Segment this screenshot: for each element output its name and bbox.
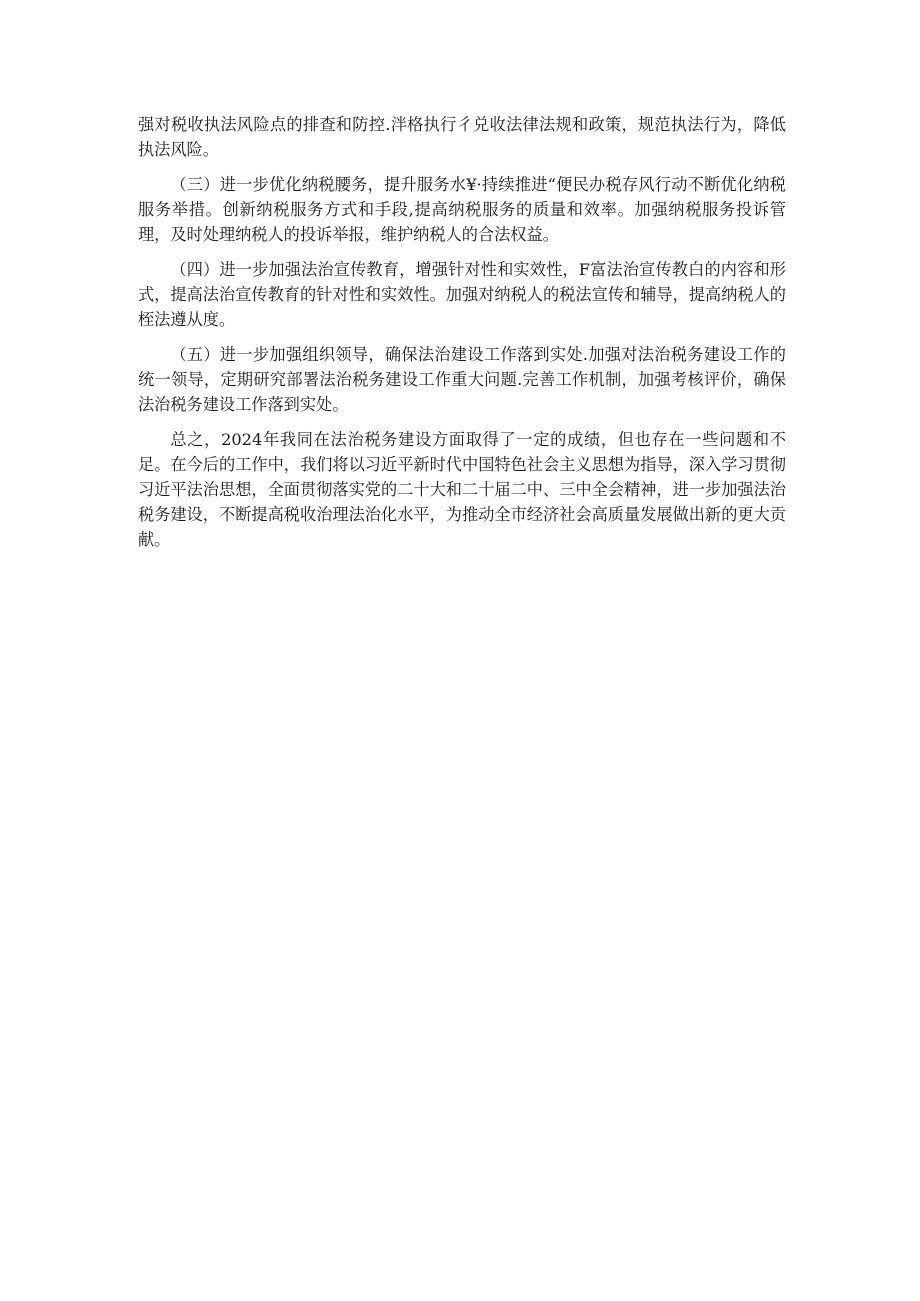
paragraph-conclusion: 总之，2024年我同在法治税务建设方面取得了一定的成绩，但也存在一些问题和不足。在今后的工作中，我们将以习近平新时代中国特色社会主义思想为指导，深入学习贯彻习近平法治思想，全面贯彻落实党的二十大和二十届二中、三中全会精神，进一步加强法治税务建设，不断提高税收治理法治化水平，为推动全市经济社会高质量发展做出新的更大贡献。 xyxy=(138,430,786,549)
paragraph-organization-leadership: （五）进一步加强组织领导，确保法治建设工作落到实处.加强对法治税务建设工作的统一领导，定期研究部署法治税务建设工作重大问题.完善工作机制，加强考核评价，确保法治税务建设工作落到实处。 xyxy=(138,345,786,414)
paragraph-legal-education: （四）进一步加强法治宣传教育，增强针对性和实效性，F富法治宣传教白的内容和形式，提高法治宣传教育的针对性和实效性。加强对纳税人的税法宣传和辅导，提高纳税人的桎法遵从度。 xyxy=(138,260,786,329)
paragraph-risk-control: 强对税收执法风险点的排查和防控.泮格执行彳兑收法律法规和政策，规范执法行为，降低执法风险。 xyxy=(138,115,786,159)
paragraph-tax-service: （三）进一步优化纳税腰务，提升服务水¥·持续推进“便民办税存风行动不断优化纳税服务举措。创新纳税服务方式和手段,提高纳税服务的质量和效率。加强纳税服务投诉管理，及时处理纳税人的投诉举报，维护纳税人的合法权益。 xyxy=(138,175,786,244)
document-body xyxy=(138,112,786,562)
